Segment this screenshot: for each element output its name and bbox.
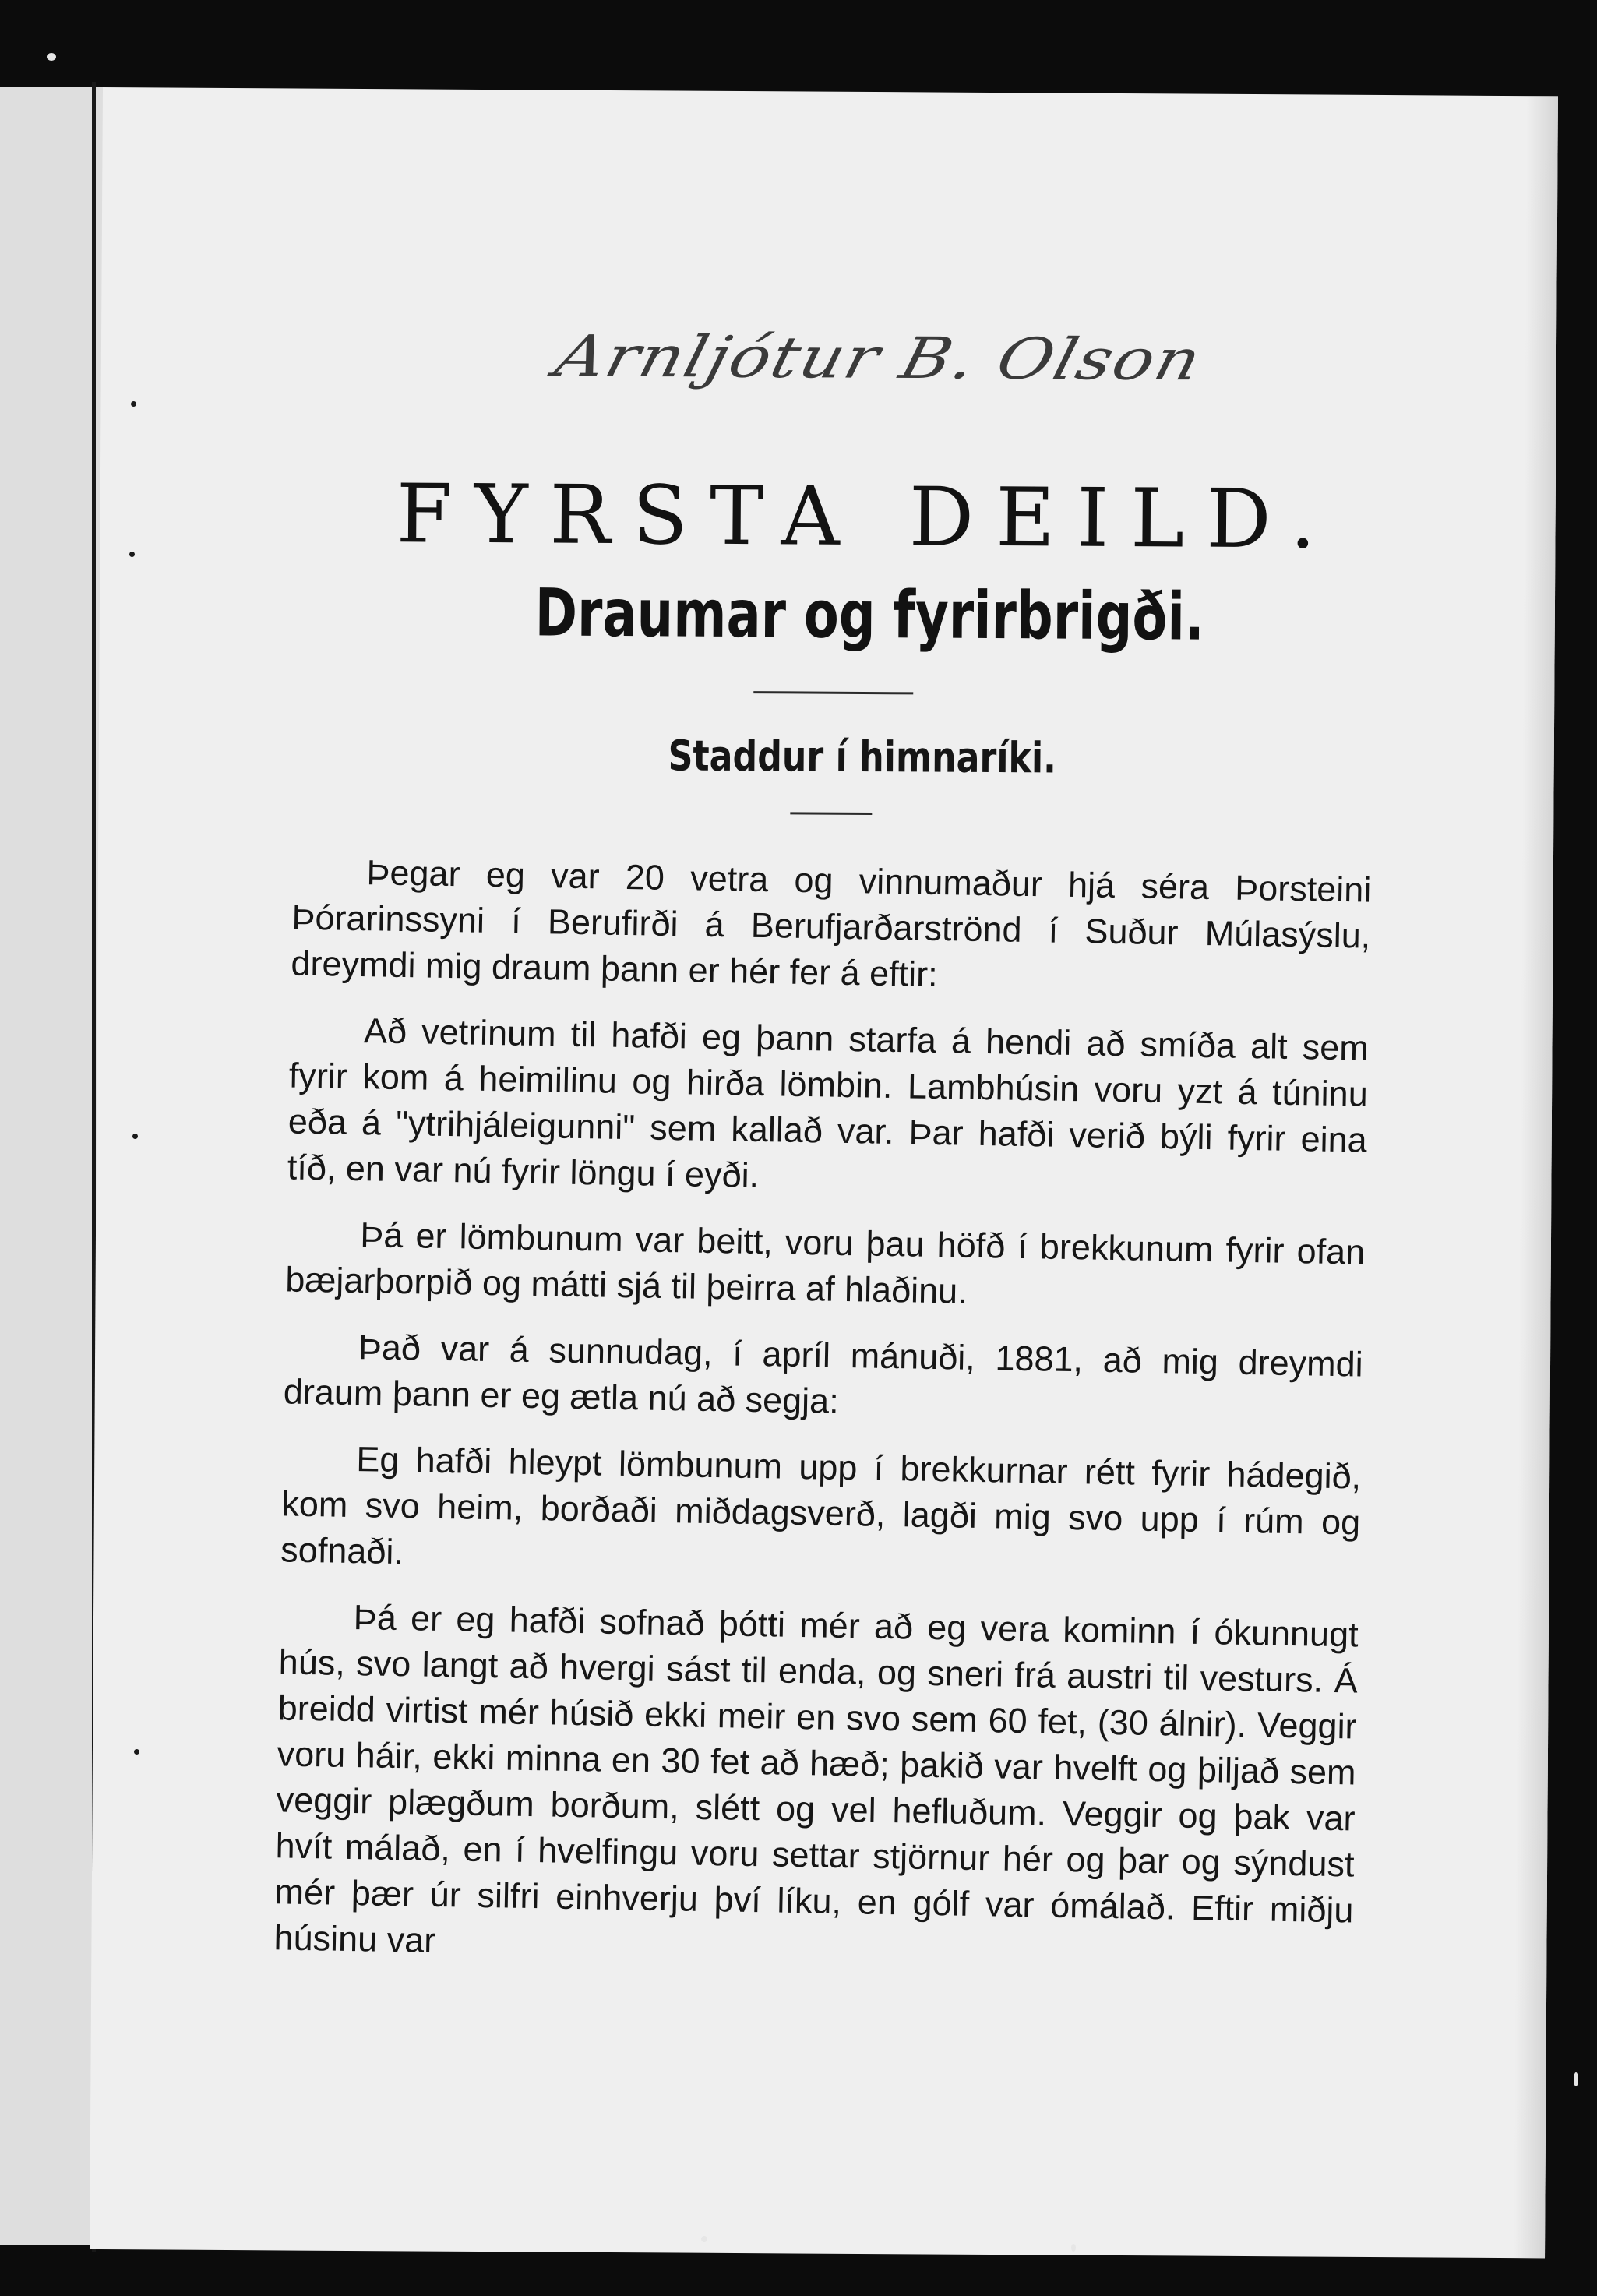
title-divider [753,691,913,694]
paragraph: Það var á sunnudag, í apríl mánuði, 1881, að mig dreymdi draum þann er eg ætla nú að segja: [283,1327,1364,1421]
author-signature: Arnljótur B. Olson [548,323,1209,394]
scan-speck [701,2236,707,2242]
scan-speck [47,53,56,61]
chapter-subtitle: Draumar og fyrirbrigði. [534,574,1205,655]
part-title: FYRSTA DEILD. [396,466,1338,567]
scan-speck [1574,2072,1578,2086]
book-page [90,87,1558,2258]
page-edge-shadow [1514,96,1558,2258]
scan-speck [132,1134,138,1139]
paragraph: Þá er lömbunum var beitt, voru þau höfð í brekkunum fyrir ofan bæjarþorpið og mátti sjá til þeirra af hlaðinu. [284,1215,1366,1311]
paragraph: Eg hafði hleypt lömbunum upp í brekkurnar rétt fyrir hádegið, kom svo heim, borðaði miðdagsverð, lagði mig svo upp í rúm og sofnaði. [280,1439,1362,1572]
scan-speck [129,552,135,557]
scan-speck [131,401,136,407]
paragraph: Þá er eg hafði sofnað þótti mér að eg vera kominn í ókunnugt hús, svo langt að hvergi sást til enda, og sneri frá austri til vesturs. Á breidd virtist mér húsið ekki meir en svo sem 60 fet, (30 álnir). Veggir voru háir, ekki minna en 30 fet að hæð; þakið var hvelft og þiljað sem veggir plægðum borðum, slétt og vel hefluðum. Veggir og þak var hvít málað, en í hvelfingu voru settar stjörnur hér og þar og sýndust mér þær úr silfri einhverju því líku, en gólf var ómálað. Eftir miðju húsinu var [273,1597,1359,1960]
scan-speck [134,1749,139,1755]
scan-speck [1071,2244,1076,2252]
paragraph: Að vetrinum til hafði eg þann starfa á hendi að smíða alt sem fyrir kom á heimilinu og hirða lömbin. Lambhúsin voru yzt á túninu eða á "ytrihjáleigunni" sem kallað var. Þar hafði verið býli fyrir eina tíð, en var nú fyrir löngu í eyði. [287,1010,1370,1196]
section-title: Staddur í himnaríki. [668,731,1057,783]
section-divider [790,812,872,815]
paragraph: Þegar eg var 20 vetra og vinnumaður hjá séra Þorsteini Þórarinssyni í Berufirði á Berufjarðarströnd í Suður Múlasýslu, dreymdi mig draum þann er hér fer á eftir: [291,852,1372,994]
facing-page-edge [0,87,103,2245]
body-text [273,848,1372,2000]
